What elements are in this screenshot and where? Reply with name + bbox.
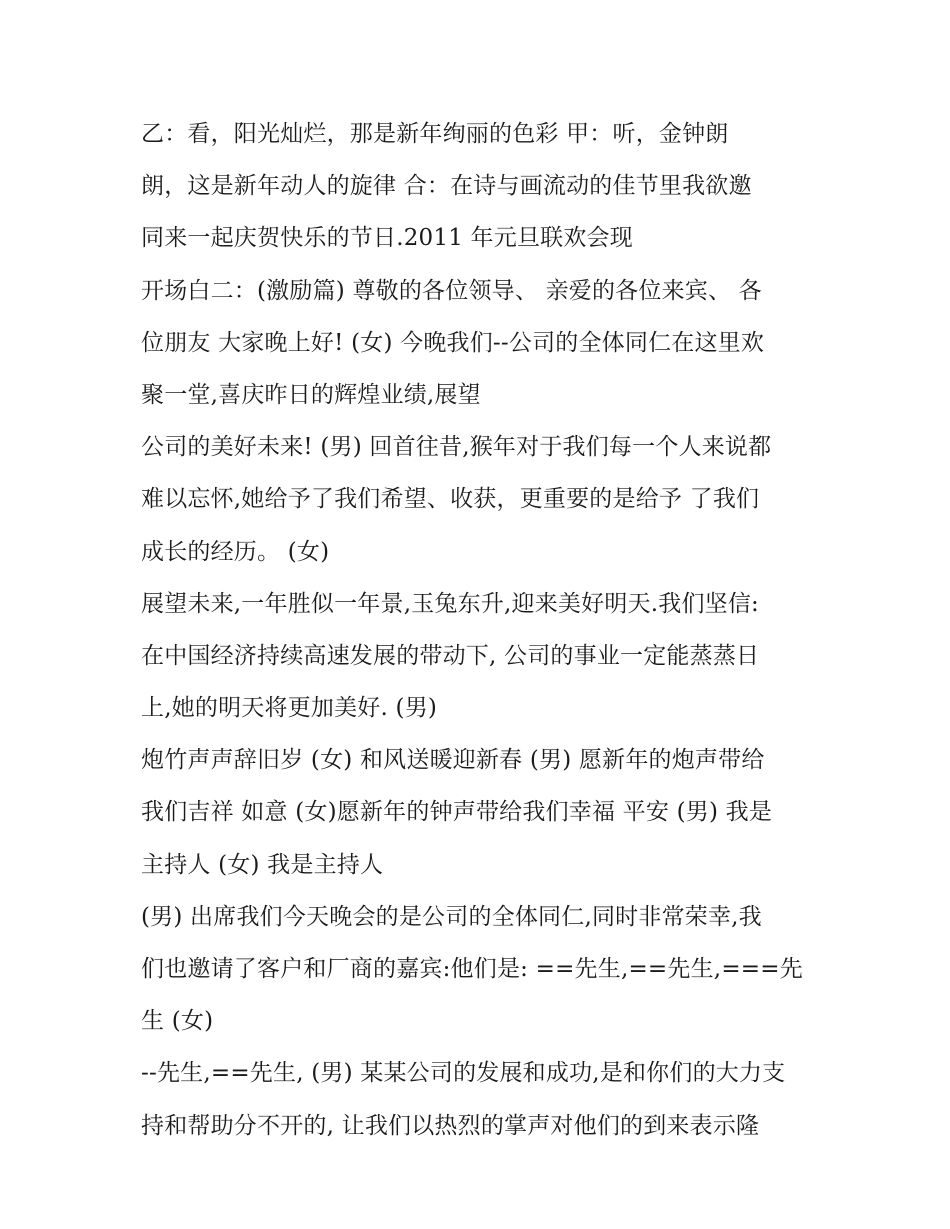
text-line: 朗，这是新年动人的旋律 合：在诗与画流动的佳节里我欲邀 bbox=[141, 173, 752, 200]
text-line: 乙：看，阳光灿烂，那是新年绚丽的色彩 甲：听，金钟朗 bbox=[141, 121, 729, 147]
text-line: 我们吉祥 如意 (女)愿新年的钟声带给我们幸福 平安 (男) 我是 bbox=[141, 799, 773, 826]
text-line: 生 (女) bbox=[141, 1008, 214, 1035]
text-line: 难以忘怀,她给予了我们希望、收获，更重要的是给予 了我们 bbox=[141, 486, 760, 513]
text-line: --先生,==先生, (男) 某某公司的发展和成功,是和你们的大力支 bbox=[141, 1060, 786, 1087]
text-line: 持和帮助分不开的, 让我们以热烈的掌声对他们的到来表示隆 bbox=[141, 1112, 760, 1139]
text-line: 展望未来,一年胜似一年景,玉兔东升,迎来美好明天.我们坚信: bbox=[141, 590, 759, 617]
text-line: 位朋友 大家晚上好! (女) 今晚我们--公司的全体同仁在这里欢 bbox=[141, 329, 765, 356]
text-line: 开场白二：(激励篇) 尊敬的各位领导、 亲爱的各位来宾、 各 bbox=[141, 277, 762, 304]
text-line: 成长的经历。 (女) bbox=[141, 538, 330, 565]
text-line: 主持人 (女) 我是主持人 bbox=[141, 851, 384, 878]
text-line: 同来一起庆贺快乐的节日.2011 年元旦联欢会现 bbox=[141, 225, 633, 252]
document-body-text bbox=[141, 108, 821, 1152]
text-line: 上,她的明天将更加美好. (男) bbox=[141, 695, 438, 722]
text-line: 聚一堂,喜庆昨日的辉煌业绩,展望 bbox=[141, 381, 481, 408]
text-line: 们也邀请了客户和厂商的嘉宾:他们是: ==先生,==先生,===先 bbox=[141, 956, 803, 982]
text-line: 炮竹声声辞旧岁 (女) 和风送暖迎新春 (男) 愿新年的炮声带给 bbox=[141, 747, 765, 774]
text-line: 在中国经济持续高速发展的带动下, 公司的事业一定能蒸蒸日 bbox=[141, 642, 760, 669]
text-line: (男) 出席我们今天晚会的是公司的全体同仁,同时非常荣幸,我 bbox=[141, 903, 762, 930]
text-line: 公司的美好未来! (男) 回首往昔,猴年对于我们每一个人来说都 bbox=[141, 434, 772, 461]
